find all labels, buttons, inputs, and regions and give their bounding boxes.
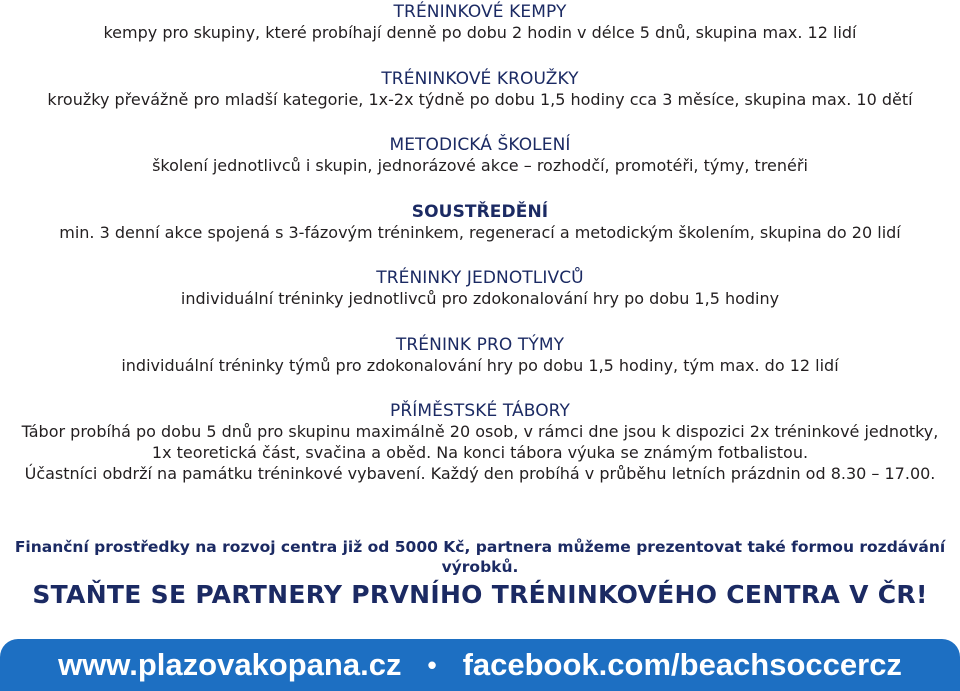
website-link[interactable]: www.plazovakopana.cz xyxy=(58,647,402,682)
section-individual-training xyxy=(0,268,960,309)
section-heading: SOUSTŘEDĚNÍ xyxy=(411,202,549,222)
section-methodical-training xyxy=(0,135,960,176)
section-heading: TRÉNINK PRO TÝMY xyxy=(395,335,565,355)
section-training-clubs xyxy=(0,69,960,110)
bullet-separator: • xyxy=(427,649,437,680)
section-description: kroužky převážně pro mladší kategorie, 1x-2x týdně po dobu 1,5 hodiny cca 3 měsíce, skupina max. 10 dětí xyxy=(47,90,913,109)
section-training-camps xyxy=(0,2,960,43)
section-heading: TRÉNINKOVÉ KROUŽKY xyxy=(381,69,579,89)
facebook-link[interactable]: facebook.com/beachsoccercz xyxy=(462,647,902,682)
section-heading: PŘÍMĚSTSKÉ TÁBORY xyxy=(390,401,570,421)
section-description: školení jednotlivců i skupin, jednorázové akce – rozhodčí, promotéři, týmy, trenéři xyxy=(152,156,808,175)
funding-note: Finanční prostředky na rozvoj centra již od 5000 Kč, partnera můžeme prezentovat také formou rozdávání výrobků. xyxy=(14,538,946,576)
section-description: min. 3 denní akce spojená s 3-fázovým tréninkem, regenerací a metodickým školením, skupina do 20 lidí xyxy=(59,223,901,242)
footer-bar xyxy=(0,639,960,691)
section-team-training xyxy=(0,335,960,376)
section-description-line: 1x teoretická část, svačina a oběd. Na konci tábora výuka se známým fotbalistou. xyxy=(151,443,809,462)
section-description-line: Účastníci obdrží na památku tréninkové vybavení. Každý den probíhá v průběhu letních prázdnin od 8.30 – 17.00. xyxy=(24,464,936,483)
section-heading: METODICKÁ ŠKOLENÍ xyxy=(389,135,571,155)
section-description: kempy pro skupiny, které probíhají denně po dobu 2 hodin v délce 5 dnů, skupina max. 12 lidí xyxy=(103,23,857,42)
section-day-camps xyxy=(0,401,960,484)
section-heading: TRÉNINKY JEDNOTLIVCŮ xyxy=(376,268,584,288)
section-heading: TRÉNINKOVÉ KEMPY xyxy=(393,2,567,22)
section-description: individuální tréninky jednotlivců pro zdokonalování hry po dobu 1,5 hodiny xyxy=(180,289,780,308)
section-description: individuální tréninky týmů pro zdokonalování hry po dobu 1,5 hodiny, tým max. do 12 lidí xyxy=(121,356,839,375)
section-training-retreat xyxy=(0,202,960,243)
section-description-line: Tábor probíhá po dobu 5 dnů pro skupinu maximálně 20 osob, v rámci dne jsou k dispozici 2x tréninkové jednotky, xyxy=(21,422,939,441)
partner-call-to-action: STAŇTE SE PARTNERY PRVNÍHO TRÉNINKOVÉHO CENTRA V ČR! xyxy=(32,580,928,609)
